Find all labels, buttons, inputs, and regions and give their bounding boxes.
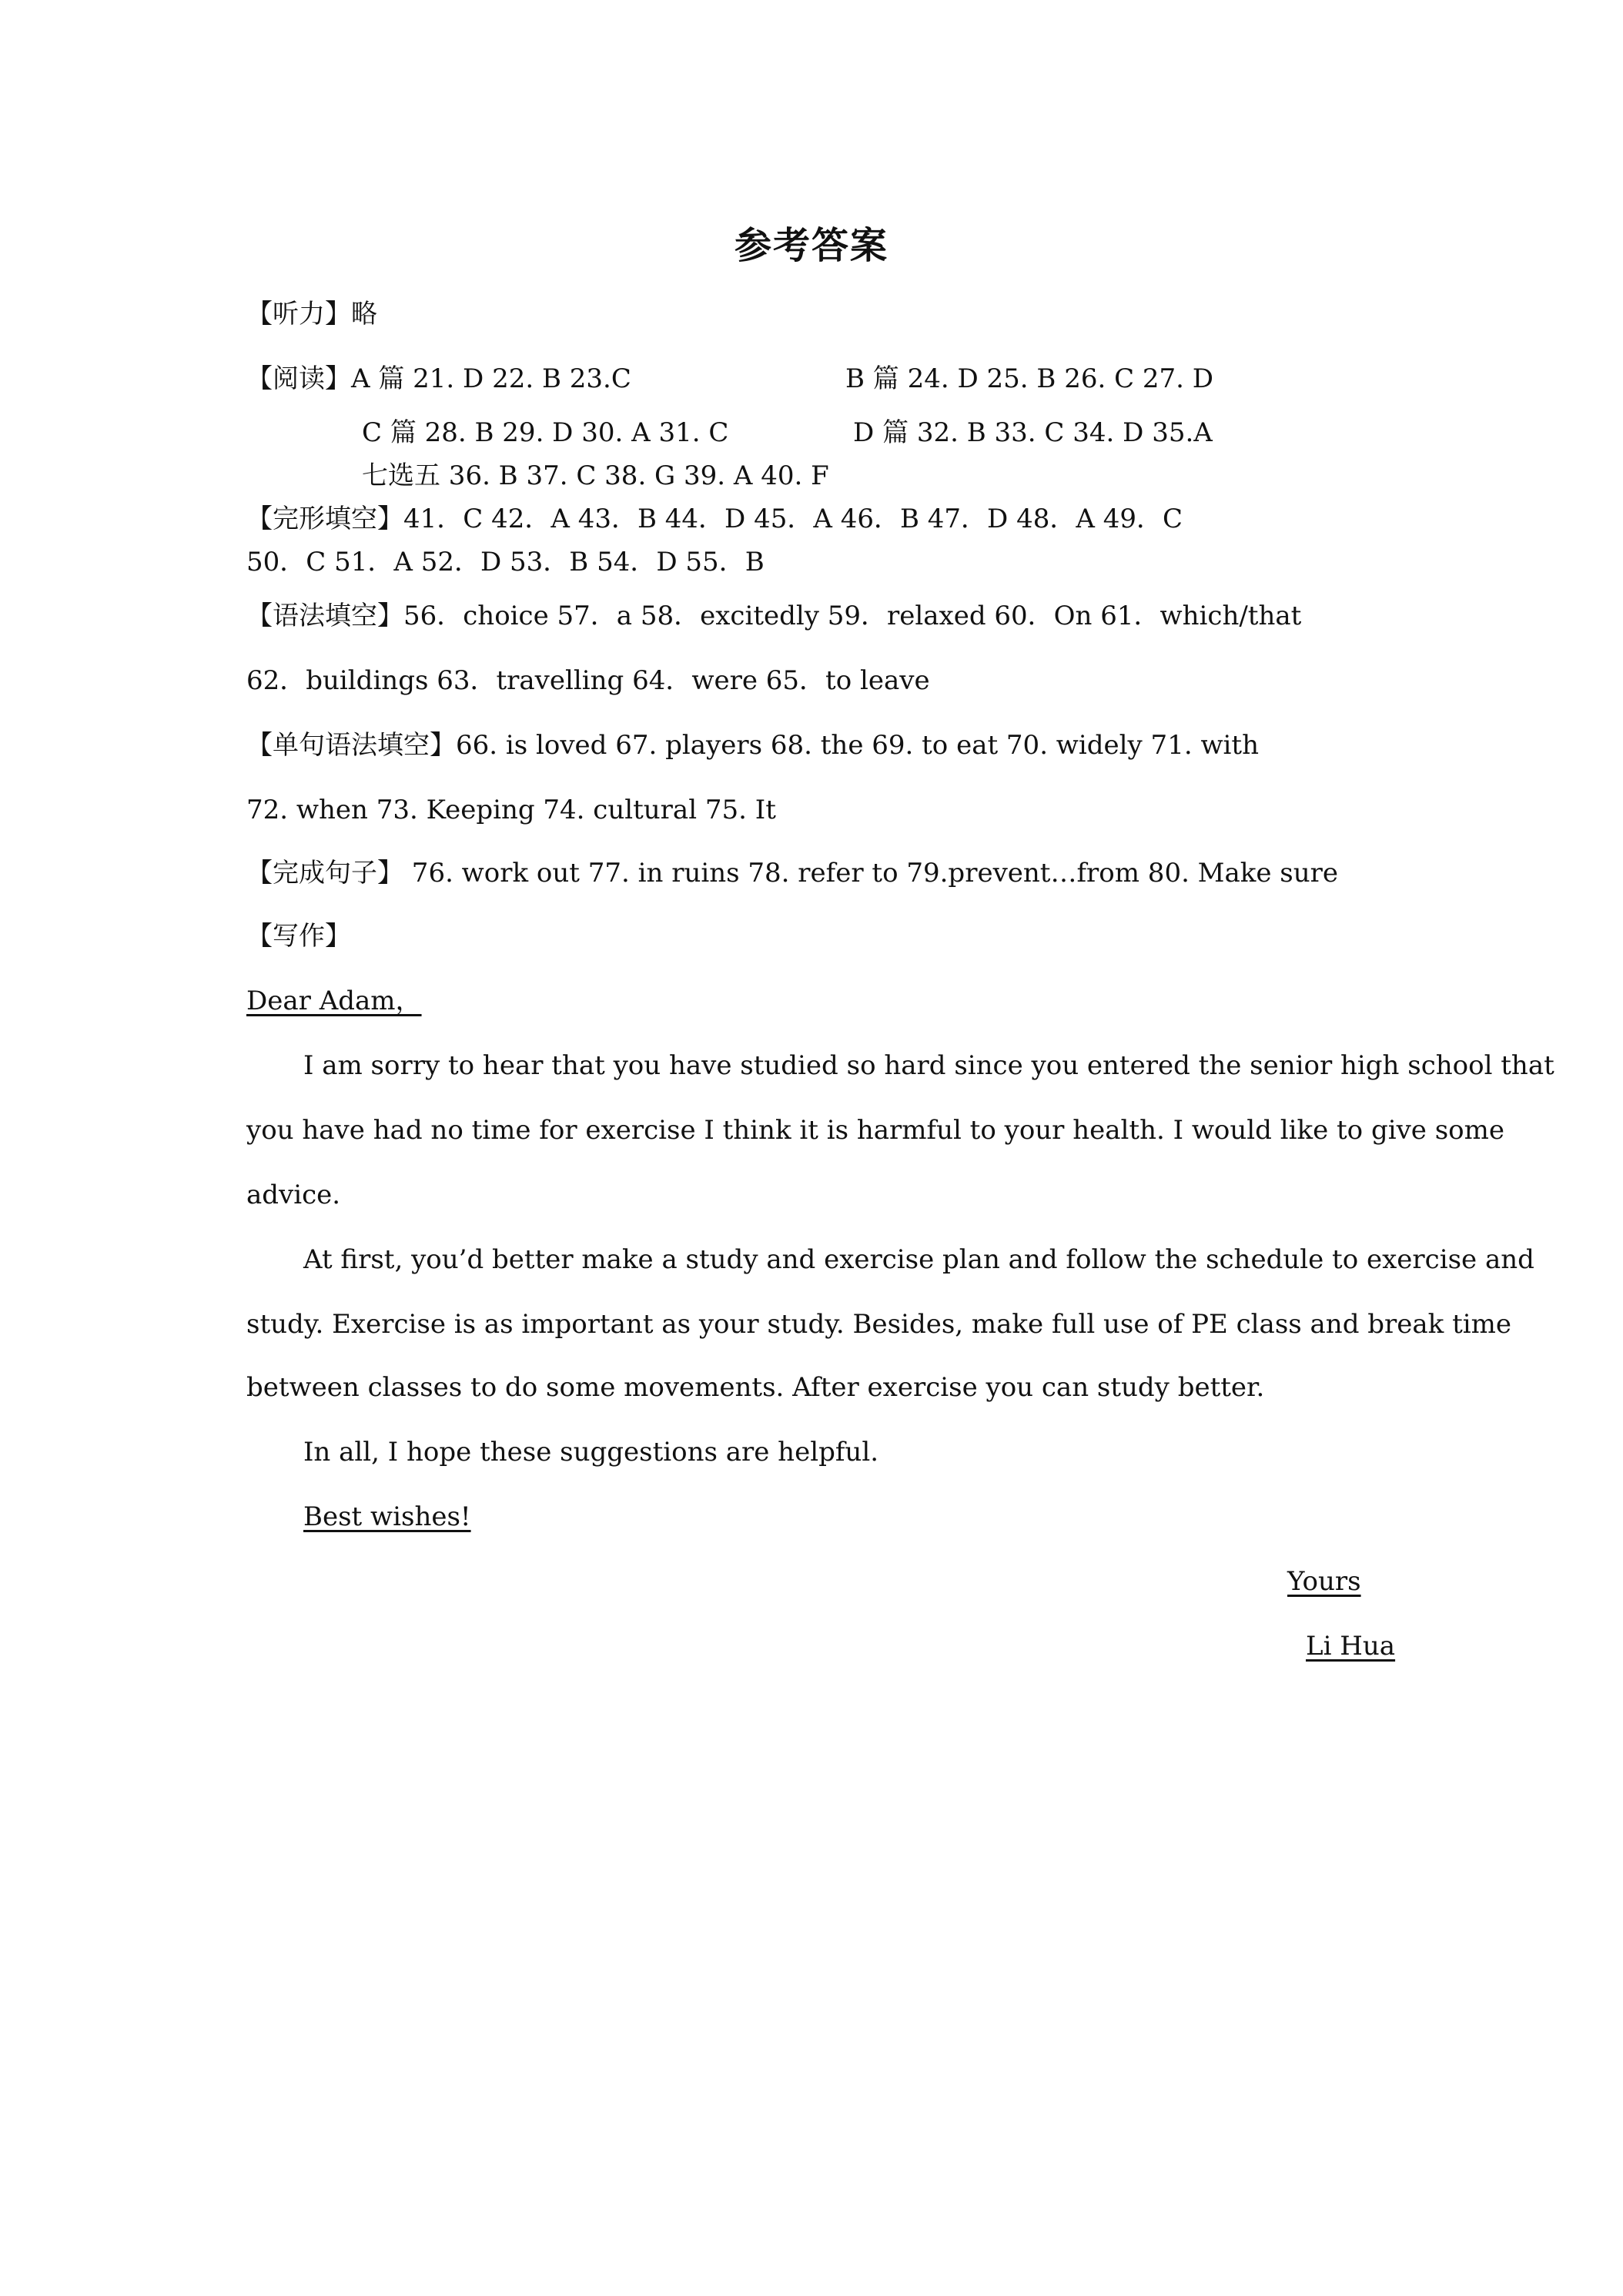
listening-answers: 【听力】略 <box>246 299 377 330</box>
letter-sign-yours: Yours <box>1287 1566 1361 1597</box>
reading-line-2-right: D 篇 32. B 33. C 34. D 35.A <box>853 417 1213 448</box>
letter-paragraph-3: In all, I hope these suggestions are helpful. <box>303 1437 879 1468</box>
reading-line-2-left: C 篇 28. B 29. D 30. A 31. C <box>362 417 729 448</box>
sentence-grammar-line-2: 72. when 73. Keeping 74. cultural 75. It <box>246 795 776 825</box>
grammar-fill-line-2: 62．buildings 63．travelling 64．were 65．to leave <box>246 665 930 696</box>
complete-sentences-answers: 【完成句子】 76. work out 77. in ruins 78. refer to 79.prevent…from 80. Make sure <box>246 858 1339 889</box>
letter-closing: Best wishes! <box>303 1501 471 1532</box>
letter-sign-name: Li Hua <box>1306 1631 1396 1662</box>
letter-paragraph-1-line-2: you have had no time for exercise I think it is harmful to your health. I would like to give some <box>246 1115 1505 1146</box>
letter-salutation: Dear Adam， <box>246 986 422 1016</box>
reading-line-1-left: 【阅读】A 篇 21. D 22. B 23.C <box>246 363 631 394</box>
cloze-line-2: 50．C 51．A 52．D 53．B 54．D 55．B <box>246 547 765 577</box>
letter-paragraph-2-line-2: study. Exercise is as important as your study. Besides, make full use of PE class and break time <box>246 1309 1511 1340</box>
sentence-grammar-line-1: 【单句语法填空】66. is loved 67. players 68. the 69. to eat 70. widely 71. with <box>246 730 1259 761</box>
letter-paragraph-1-line-1: I am sorry to hear that you have studied so hard since you entered the senior high school that <box>303 1050 1554 1081</box>
letter-paragraph-2-line-3: between classes to do some movements. After exercise you can study better. <box>246 1372 1265 1403</box>
writing-heading: 【写作】 <box>246 921 351 952</box>
grammar-fill-line-1: 【语法填空】56．choice 57．a 58．excitedly 59．relaxed 60．On 61．which/that <box>246 601 1302 631</box>
letter-paragraph-1-line-3: advice. <box>246 1180 341 1210</box>
letter-paragraph-2-line-1: At first, you’d better make a study and exercise plan and follow the schedule to exercise and <box>303 1244 1534 1275</box>
reading-line-3: 七选五 36. B 37. C 38. G 39. A 40. F <box>362 460 829 491</box>
page-title: 参考答案 <box>734 224 888 267</box>
reading-line-1-right: B 篇 24. D 25. B 26. C 27. D <box>845 363 1214 394</box>
cloze-line-1: 【完形填空】41．C 42．A 43．B 44．D 45．A 46．B 47．D 48．A 49．C <box>246 504 1183 534</box>
